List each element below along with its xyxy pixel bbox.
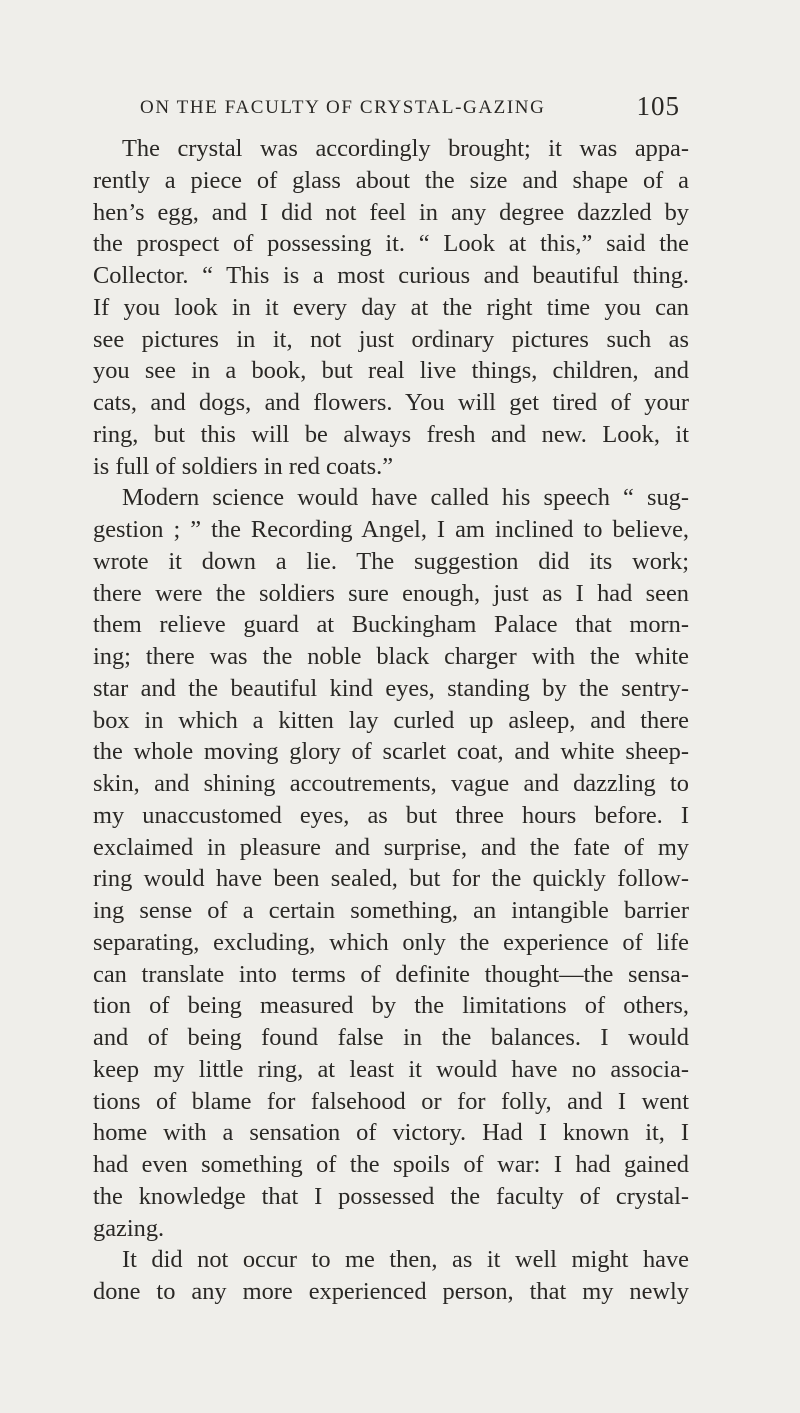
running-head-title: ON THE FACULTY OF CRYSTAL-GAZING	[140, 97, 546, 118]
text-line: home with a sensation of victory. Had I known it, I	[93, 1119, 689, 1147]
text-line: is full of soldiers in red coats.”	[93, 452, 394, 480]
text-line: skin, and shining accoutrements, vague and dazzling to	[93, 770, 689, 797]
text-line: hen’s egg, and I did not feel in any degree dazzled by	[93, 198, 689, 226]
text-line: can translate into terms of definite thought—the sensa-	[93, 960, 689, 988]
text-line: them relieve guard at Buckingham Palace that morn-	[93, 611, 689, 639]
text-line: done to any more experienced person, that my newly	[93, 1278, 689, 1305]
text-line: keep my little ring, at least it would have no associa-	[93, 1055, 689, 1083]
text-line: ring would have been sealed, but for the quickly follow-	[93, 865, 689, 893]
text-line: wrote it down a lie. The suggestion did its work;	[93, 547, 689, 575]
paragraph	[93, 482, 689, 1244]
text-line: my unaccustomed eyes, as but three hours before. I	[93, 801, 689, 829]
text-line: the whole moving glory of scarlet coat, and white sheep-	[93, 738, 689, 766]
text-line: It did not occur to me then, as it well might have	[122, 1246, 689, 1274]
text-line: and of being found false in the balances. I would	[93, 1024, 689, 1051]
text-line: rently a piece of glass about the size and shape of a	[93, 166, 689, 194]
paragraph	[93, 1244, 689, 1308]
page-number: 105	[636, 91, 680, 121]
text-line: Modern science would have called his speech “ sug-	[122, 484, 689, 512]
body-text	[93, 133, 689, 1308]
text-line: see pictures in it, not just ordinary pictures such as	[93, 325, 689, 353]
text-line: If you look in it every day at the right time you can	[93, 293, 689, 321]
text-line: you see in a book, but real live things, children, and	[93, 357, 689, 385]
text-line: ring, but this will be always fresh and new. Look, it	[93, 420, 689, 448]
text-line: tion of being measured by the limitations of others,	[93, 992, 689, 1020]
text-line: ing; there was the noble black charger with the white	[93, 643, 689, 670]
text-line: tions of blame for falsehood or for folly, and I went	[93, 1087, 689, 1115]
paragraph	[93, 133, 689, 482]
text-line: gazing.	[93, 1214, 165, 1242]
text-line: star and the beautiful kind eyes, standing by the sentry-	[93, 674, 689, 702]
text-line: Collector. “ This is a most curious and beautiful thing.	[93, 262, 689, 289]
text-line: box in which a kitten lay curled up asleep, and there	[93, 706, 689, 734]
text-line: exclaimed in pleasure and surprise, and the fate of my	[93, 833, 689, 861]
text-line: had even something of the spoils of war: I had gained	[93, 1151, 689, 1178]
text-line: The crystal was accordingly brought; it was appa-	[122, 135, 689, 162]
text-line: there were the soldiers sure enough, just as I had seen	[93, 579, 689, 607]
text-line: cats, and dogs, and flowers. You will get tired of your	[93, 389, 689, 416]
text-line: the knowledge that I possessed the faculty of crystal-	[93, 1182, 689, 1210]
running-head	[140, 91, 680, 126]
text-line: gestion ; ” the Recording Angel, I am inclined to believe,	[93, 516, 689, 543]
text-line: separating, excluding, which only the experience of life	[93, 928, 689, 956]
text-line: ing sense of a certain something, an intangible barrier	[93, 897, 689, 924]
text-line: the prospect of possessing it. “ Look at this,” said the	[93, 230, 689, 258]
